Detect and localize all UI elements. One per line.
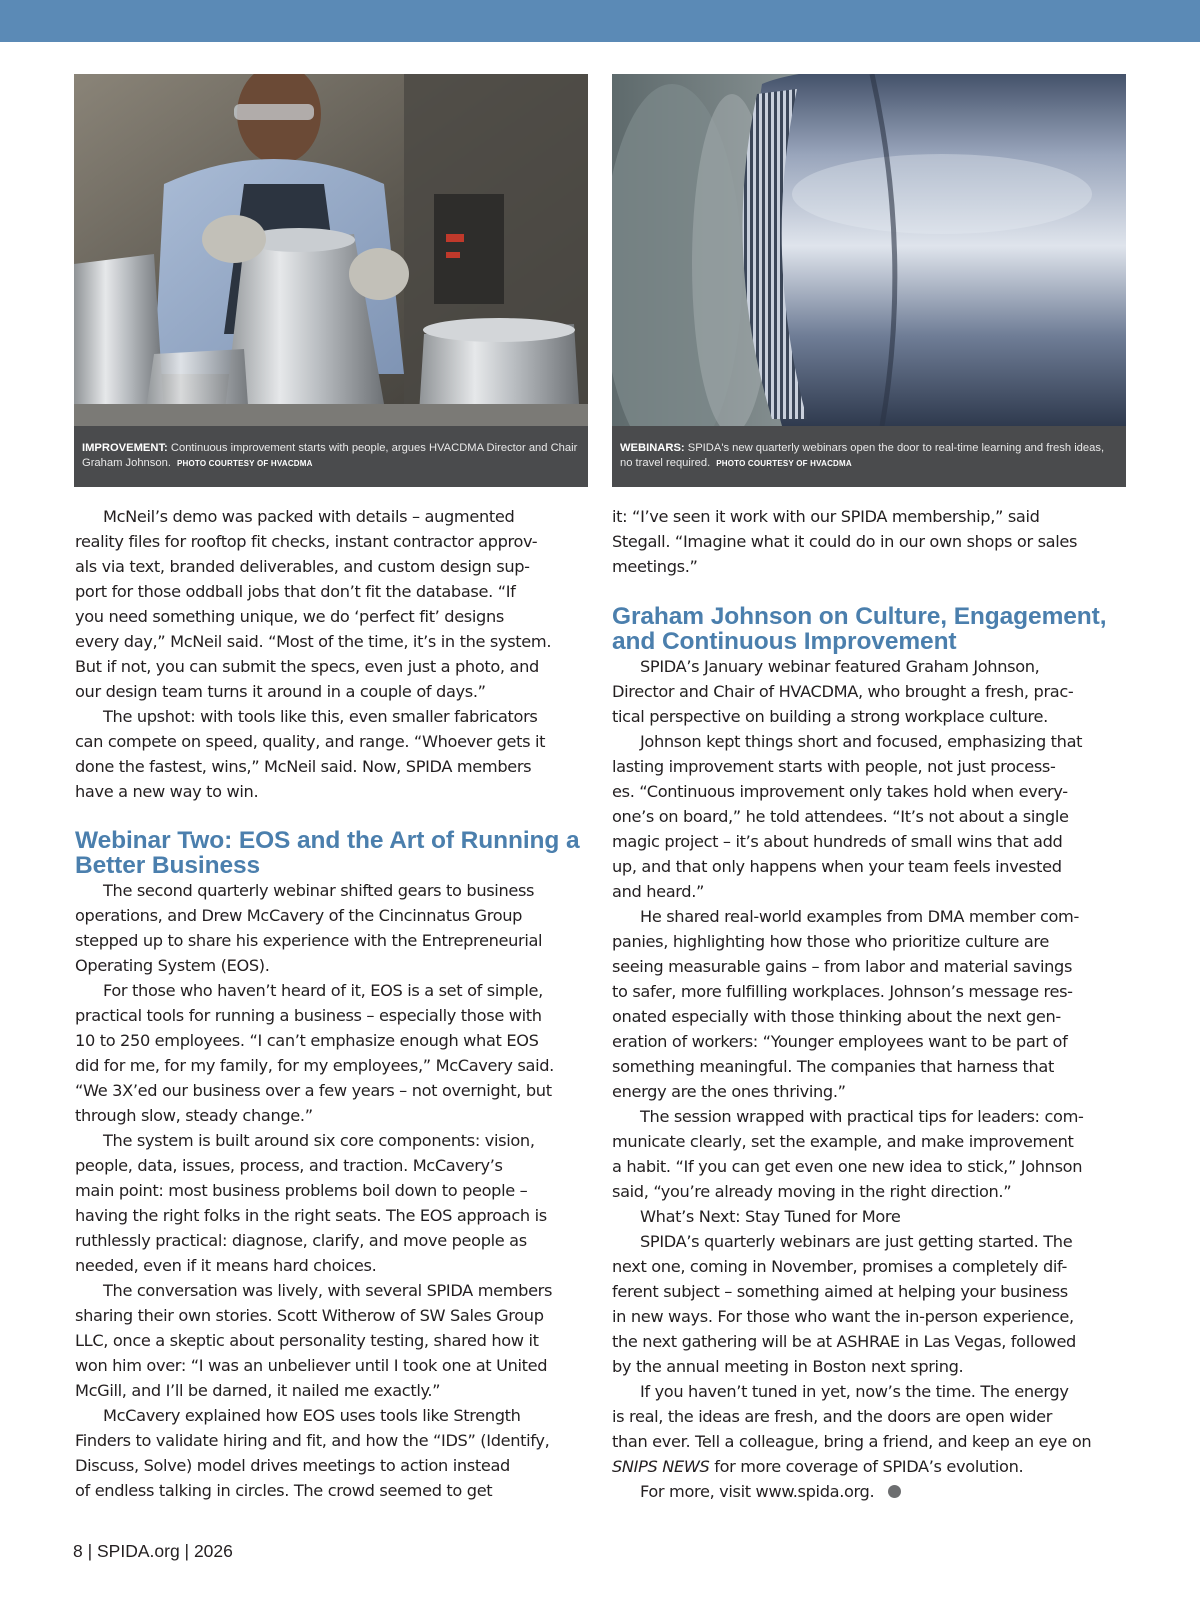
photo-webinars: [612, 74, 1126, 487]
body-paragraph: [75, 1403, 587, 1503]
text-line: something meaningful. The companies that harness that: [612, 1057, 1054, 1076]
body-paragraph: [75, 878, 587, 978]
body-paragraph: [75, 1128, 587, 1278]
text-line: sharing their own stories. Scott Witherow of SW Sales Group: [75, 1306, 544, 1325]
text-line: through slow, steady change.”: [75, 1106, 313, 1125]
text-line: For those who haven’t heard of it, EOS is a set of simple,: [103, 981, 543, 1000]
text-line: needed, even if it means hard choices.: [75, 1256, 377, 1275]
text-line: SPIDA’s quarterly webinars are just getting started. The: [640, 1232, 1073, 1251]
text-line: the next gathering will be at ASHRAE in Las Vegas, followed: [612, 1332, 1076, 1351]
text-line: The second quarterly webinar shifted gears to business: [103, 881, 535, 900]
text-line: in new ways. For those who want the in-person experience,: [612, 1307, 1074, 1326]
body-paragraph: [75, 978, 587, 1128]
text-line: Operating System (EOS).: [75, 956, 270, 975]
text-line: and heard.”: [612, 882, 705, 901]
text-line: als via text, branded deliverables, and custom design sup-: [75, 557, 530, 576]
text-line: Johnson kept things short and focused, emphasizing that: [640, 732, 1083, 751]
caption-text: Continuous improvement starts with people, argues HVACDMA Director and Chair Graham Johnson.: [82, 442, 578, 469]
text-line: If you haven’t tuned in yet, now’s the time. The energy: [640, 1382, 1069, 1401]
text-line: es. “Continuous improvement only takes hold when every-: [612, 782, 1068, 801]
body-paragraph: [612, 1104, 1128, 1204]
text-line: The conversation was lively, with several SPIDA members: [103, 1281, 553, 1300]
text-line: our design team turns it around in a couple of days.”: [75, 682, 486, 701]
text-line: Director and Chair of HVACDMA, who brought a fresh, prac-: [612, 682, 1074, 701]
text-line: lasting improvement starts with people, not just process-: [612, 757, 1056, 776]
text-line: main point: most business problems boil down to people –: [75, 1181, 528, 1200]
photo-spiral-duct-closeup: [612, 74, 1126, 426]
text-line: energy are the ones thriving.”: [612, 1082, 846, 1101]
text-line: up, and that only happens when your team feels invested: [612, 857, 1062, 876]
text-line: can compete on speed, quality, and range. “Whoever gets it: [75, 732, 546, 751]
text-line: than ever. Tell a colleague, bring a friend, and keep an eye on: [612, 1432, 1092, 1451]
text-line: magic project – it’s about hundreds of small wins that add: [612, 832, 1063, 851]
text-line: for more coverage of SPIDA’s evolution.: [709, 1457, 1024, 1476]
text-line: you need something unique, we do ‘perfect fit’ designs: [75, 607, 504, 626]
text-line: one’s on board,” he told attendees. “It’s not about a single: [612, 807, 1069, 826]
text-line: having the right folks in the right seats. The EOS approach is: [75, 1206, 547, 1225]
text-line: reality files for rooftop fit checks, instant contractor approv-: [75, 532, 538, 551]
heading-line: Webinar Two: EOS and the Art of Running a: [75, 827, 580, 854]
body-paragraph: [612, 1379, 1128, 1479]
body-paragraph: [612, 654, 1128, 729]
text-line: done the fastest, wins,” McNeil said. Now, SPIDA members: [75, 757, 532, 776]
text-line: to safer, more fulfilling workplaces. Johnson’s message res-: [612, 982, 1073, 1001]
text-line: Finders to validate hiring and fit, and how the “IDS” (Identify,: [75, 1431, 550, 1450]
text-line: won him over: “I was an unbeliever until I took one at United: [75, 1356, 548, 1375]
text-line: eration of workers: “Younger employees want to be part of: [612, 1032, 1068, 1051]
text-line: operations, and Drew McCavery of the Cincinnatus Group: [75, 906, 523, 925]
photo-worker-fabricating-duct: [74, 74, 588, 426]
text-line: is real, the ideas are fresh, and the doors are open wider: [612, 1407, 1053, 1426]
text-line: port for those oddball jobs that don’t fit the database. “If: [75, 582, 516, 601]
text-line: The upshot: with tools like this, even smaller fabricators: [103, 707, 538, 726]
closing-line: For more, visit www.spida.org.: [640, 1482, 875, 1501]
text-line: 10 to 250 employees. “I can’t emphasize enough what EOS: [75, 1031, 539, 1050]
text-line: by the annual meeting in Boston next spring.: [612, 1357, 964, 1376]
heading-line: Graham Johnson on Culture, Engagement,: [612, 603, 1107, 630]
text-line: Discuss, Solve) model drives meetings to action instead: [75, 1456, 510, 1475]
text-line: next one, coming in November, promises a completely dif-: [612, 1257, 1068, 1276]
body-paragraph: [75, 704, 587, 804]
article-column-left: [75, 504, 587, 1503]
article-column-right: [612, 504, 1128, 1504]
heading-line: Better Business: [75, 852, 261, 879]
photo-improvement: [74, 74, 588, 487]
body-paragraph: [75, 1278, 587, 1403]
text-line: He shared real-world examples from DMA member com-: [640, 907, 1079, 926]
photo-credit: PHOTO COURTESY OF HVACDMA: [176, 459, 313, 468]
publication-name: SNIPS NEWS: [612, 1457, 710, 1476]
text-line: ferent subject – something aimed at helping your business: [612, 1282, 1068, 1301]
text-line: did for me, for my family, for my employees,” McCavery said.: [75, 1056, 554, 1075]
text-line: every day,” McNeil said. “Most of the time, it’s in the system.: [75, 632, 552, 651]
text-line: a habit. “If you can get even one new idea to stick,” Johnson: [612, 1157, 1083, 1176]
text-line: McNeil’s demo was packed with details – augmented: [103, 507, 515, 526]
text-line: onated especially with those thinking about the next gen-: [612, 1007, 1061, 1026]
caption-text: SPIDA's new quarterly webinars open the door to real-time learning and fresh ideas, no travel required.: [620, 442, 1105, 469]
end-of-article-bullet-icon: [888, 1485, 901, 1498]
body-paragraph: [75, 504, 587, 704]
text-line: ruthlessly practical: diagnose, clarify, and move people as: [75, 1231, 527, 1250]
photo-caption: [74, 426, 588, 487]
text-line: stepped up to share his experience with the Entrepreneurial: [75, 931, 543, 950]
body-paragraph: [612, 1479, 1128, 1504]
text-line: “We 3X’ed our business over a few years – not overnight, but: [75, 1081, 552, 1100]
text-line: practical tools for running a business – especially those with: [75, 1006, 542, 1025]
photo-caption: [612, 426, 1126, 487]
text-line: McCavery explained how EOS uses tools like Strength: [103, 1406, 521, 1425]
subhead-paragraph: [612, 1204, 1128, 1229]
text-line: have a new way to win.: [75, 782, 259, 801]
photo-credit: PHOTO COURTESY OF HVACDMA: [716, 459, 852, 468]
text-line: tical perspective on building a strong workplace culture.: [612, 707, 1048, 726]
page-folio: 8 | SPIDA.org | 2026: [73, 1541, 233, 1561]
caption-label: WEBINARS:: [620, 442, 685, 454]
body-paragraph-continued: [612, 504, 1128, 579]
text-line: What’s Next: Stay Tuned for More: [640, 1207, 901, 1226]
text-line: of endless talking in circles. The crowd seemed to get: [75, 1481, 493, 1500]
section-heading: [612, 604, 1128, 654]
text-line: municate clearly, set the example, and make improvement: [612, 1132, 1074, 1151]
text-line: But if not, you can submit the specs, even just a photo, and: [75, 657, 539, 676]
text-line: LLC, once a skeptic about personality testing, shared how it: [75, 1331, 539, 1350]
text-line: said, “you’re already moving in the right direction.”: [612, 1182, 1012, 1201]
text-line: SPIDA’s January webinar featured Graham Johnson,: [640, 657, 1040, 676]
body-paragraph: [612, 904, 1128, 1104]
body-paragraph: [612, 729, 1128, 904]
section-heading: [75, 828, 587, 878]
text-line: panies, highlighting how those who prioritize culture are: [612, 932, 1049, 951]
text-line: Stegall. “Imagine what it could do in our own shops or sales: [612, 532, 1078, 551]
caption-label: IMPROVEMENT:: [82, 442, 168, 454]
text-line: seeing measurable gains – from labor and material savings: [612, 957, 1073, 976]
text-line: people, data, issues, process, and traction. McCavery’s: [75, 1156, 503, 1175]
header-color-band: [0, 0, 1200, 42]
body-paragraph: [612, 1229, 1128, 1379]
text-line: meetings.”: [612, 557, 698, 576]
heading-line: and Continuous Improvement: [612, 628, 957, 655]
text-line: The system is built around six core components: vision,: [103, 1131, 535, 1150]
text-line: it: “I’ve seen it work with our SPIDA membership,” said: [612, 507, 1040, 526]
text-line: McGill, and I’ll be darned, it nailed me exactly.”: [75, 1381, 441, 1400]
text-line: The session wrapped with practical tips for leaders: com-: [640, 1107, 1084, 1126]
